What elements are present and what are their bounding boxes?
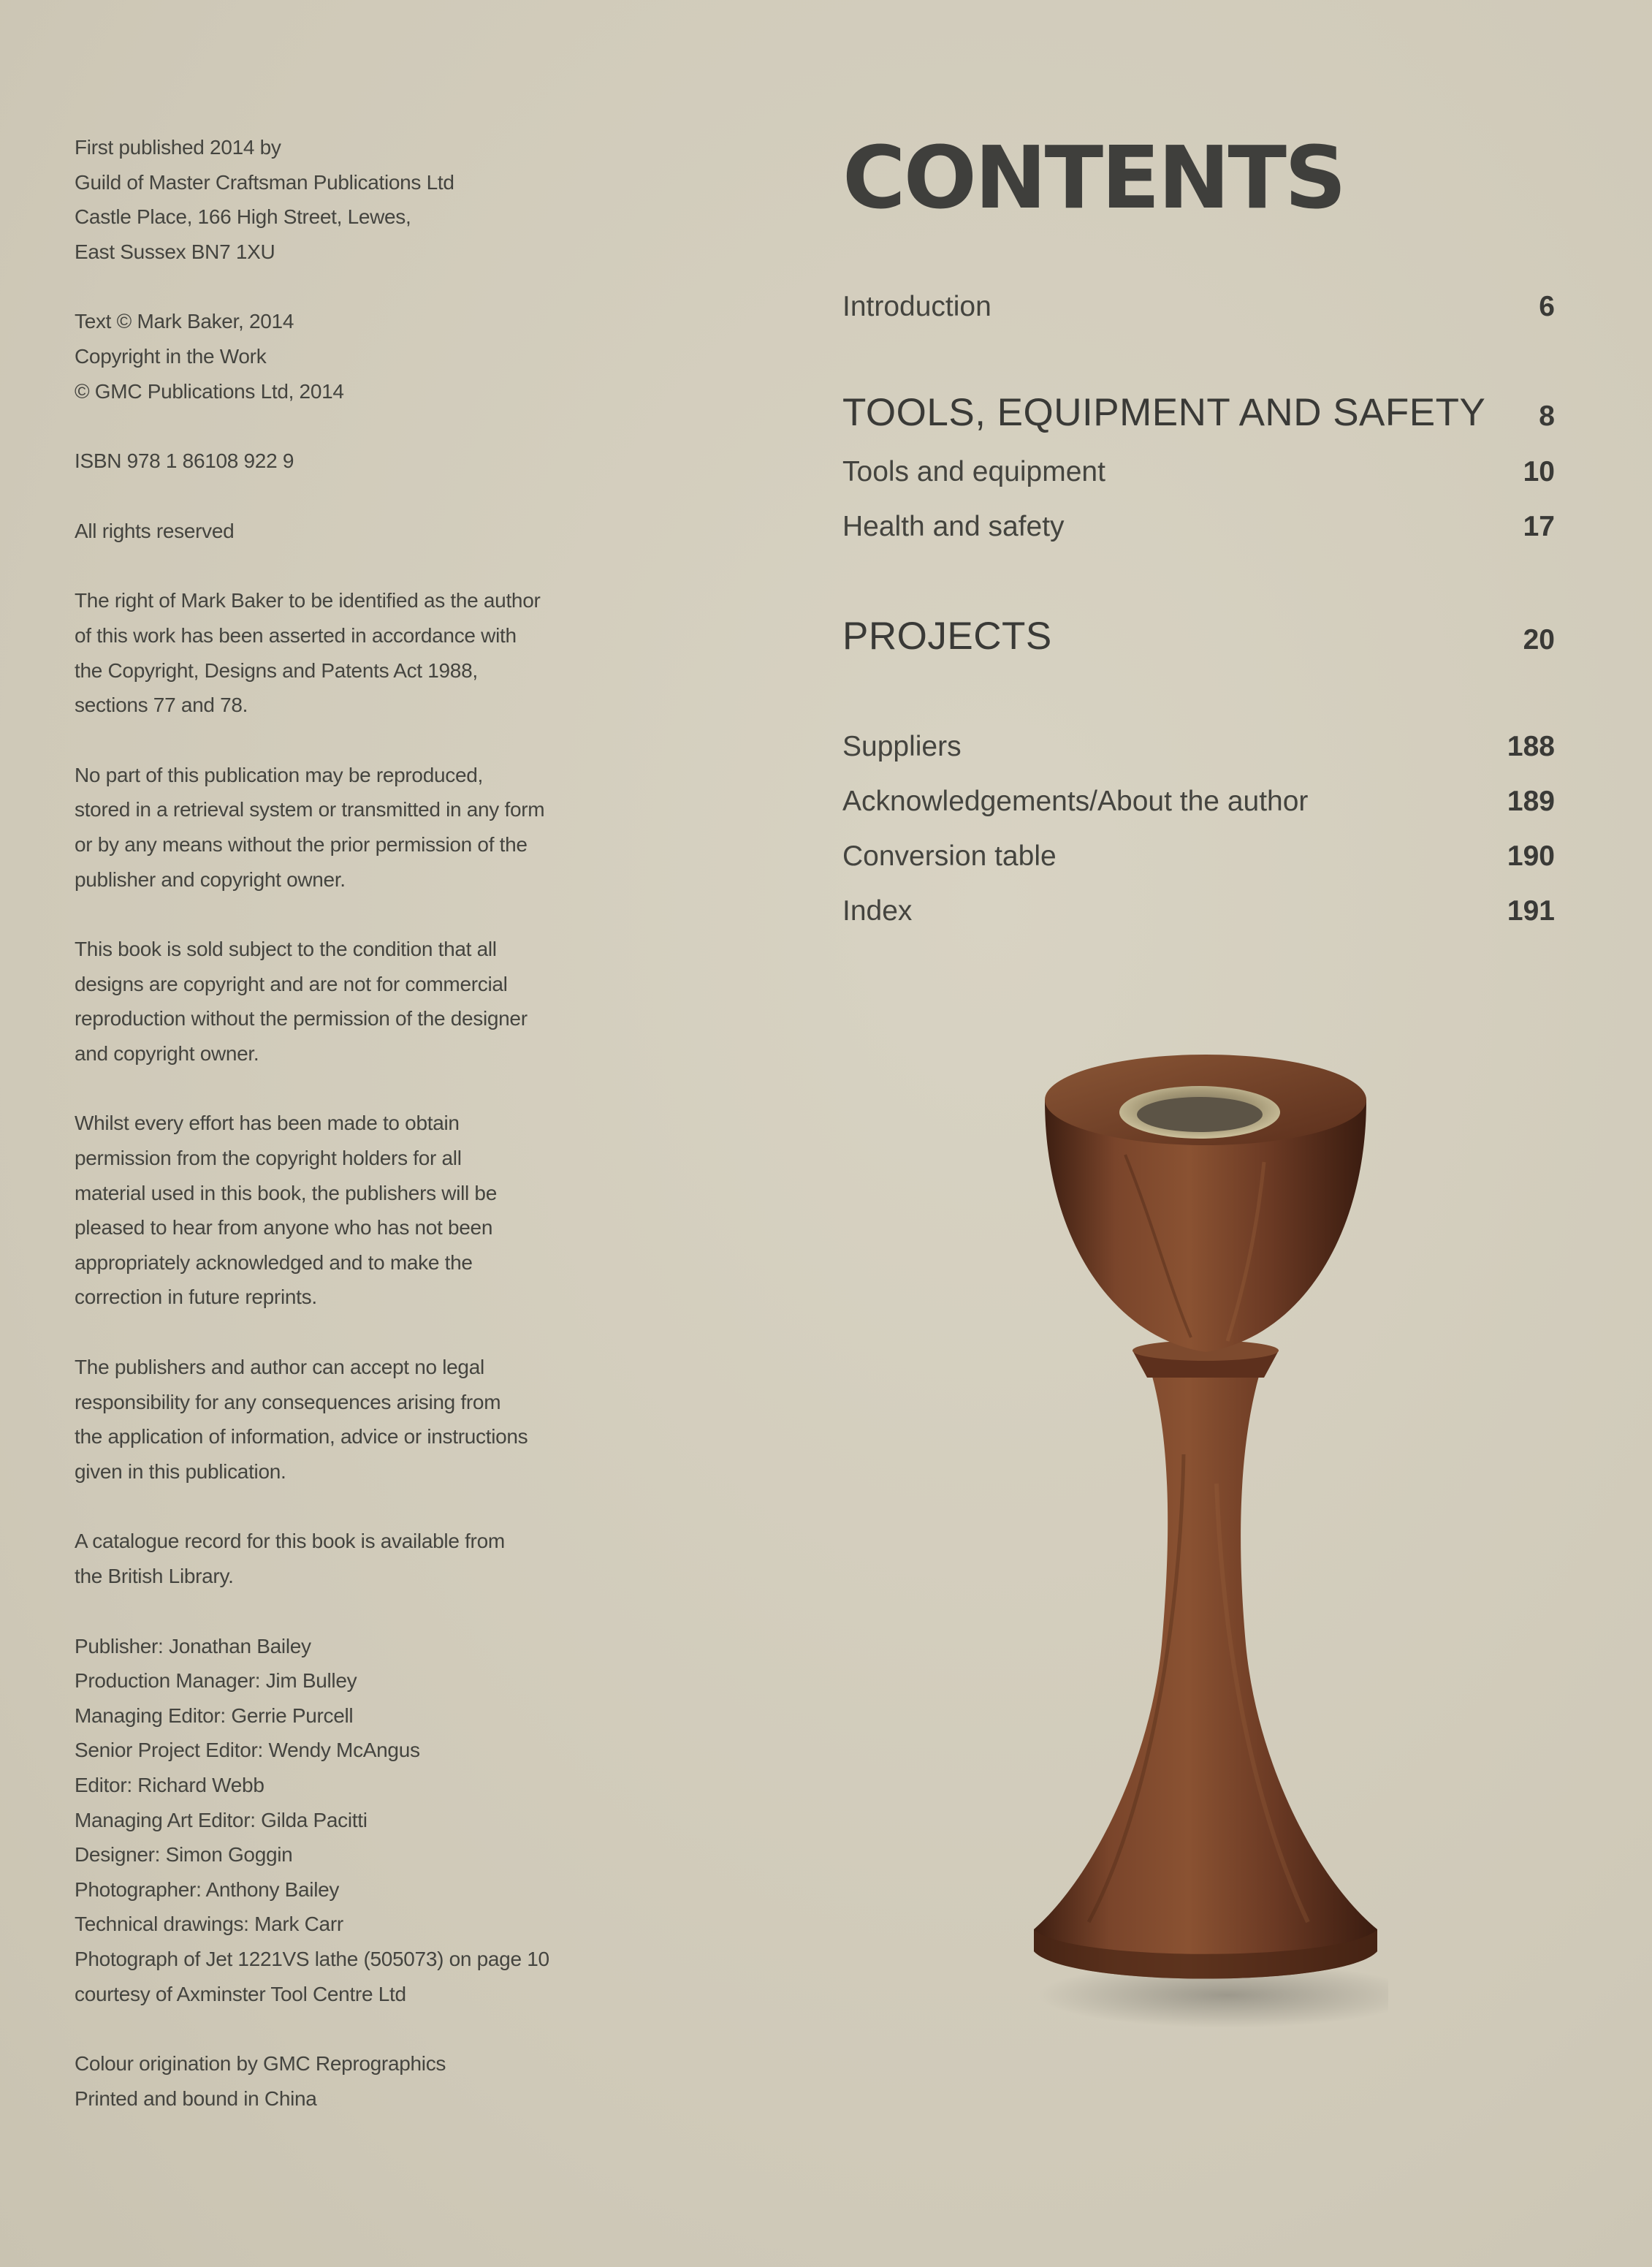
toc-section-label: TOOLS, EQUIPMENT AND SAFETY: [842, 391, 1486, 434]
imprint-line: The publishers and author can accept no legal: [75, 1356, 484, 1379]
toc-entry[interactable]: [842, 786, 1555, 829]
imprint-block: [75, 932, 601, 1071]
toc-entry-label: Health and safety: [842, 511, 1065, 542]
toc-entry[interactable]: [842, 840, 1555, 884]
toc-entry-label: Acknowledgements/About the author: [842, 786, 1309, 817]
toc-entry-page: 17: [1523, 511, 1555, 542]
imprint-line: Colour origination by GMC Reprographics: [75, 2052, 446, 2076]
toc-entry[interactable]: [842, 511, 1555, 555]
toc-entry-label: Conversion table: [842, 840, 1057, 872]
imprint-line: appropriately acknowledged and to make the: [75, 1250, 473, 1274]
imprint-line: Photograph of Jet 1221VS lathe (505073) on page 10: [75, 1947, 549, 1970]
imprint-line: Editor: Richard Webb: [75, 1773, 264, 1796]
toc-entry[interactable]: [842, 291, 1555, 335]
toc-section-page: 20: [1523, 624, 1555, 656]
contents-title: CONTENTS: [842, 127, 1344, 228]
imprint-block: [75, 304, 601, 409]
imprint-line: Designer: Simon Goggin: [75, 1843, 293, 1867]
toc-section[interactable]: [842, 390, 1555, 434]
toc-entry-page: 191: [1507, 895, 1555, 927]
imprint-block: [75, 583, 601, 722]
toc-entry-label: Tools and equipment: [842, 456, 1105, 487]
imprint-line: East Sussex BN7 1XU: [75, 240, 275, 263]
imprint-line: No part of this publication may be reproduced,: [75, 763, 483, 786]
imprint-line: material used in this book, the publishers will be: [75, 1181, 497, 1204]
imprint-line: The right of Mark Baker to be identified as the author: [75, 589, 541, 612]
imprint-block: [75, 1629, 601, 2012]
imprint-line: or by any means without the prior permission of the: [75, 832, 528, 856]
imprint-block: [75, 758, 601, 897]
imprint-line: Photographer: Anthony Bailey: [75, 1877, 340, 1901]
imprint-line: pleased to hear from anyone who has not been: [75, 1216, 493, 1239]
imprint-line: Production Manager: Jim Bulley: [75, 1669, 357, 1693]
imprint-line: responsibility for any consequences arising from: [75, 1390, 501, 1413]
imprint-column: [75, 130, 601, 2151]
imprint-line: Managing Art Editor: Gilda Pacitti: [75, 1808, 368, 1831]
imprint-line: reproduction without the permission of the designer: [75, 1007, 528, 1030]
toc-section-page: 8: [1539, 400, 1555, 432]
imprint-line: ISBN 978 1 86108 922 9: [75, 449, 294, 473]
imprint-line: Technical drawings: Mark Carr: [75, 1913, 343, 1936]
imprint-block: [75, 1106, 601, 1315]
toc-entry-page: 6: [1539, 291, 1555, 322]
imprint-line: given in this publication.: [75, 1459, 286, 1483]
toc-section-label: PROJECTS: [842, 615, 1052, 658]
imprint-line: Whilst every effort has been made to obtain: [75, 1112, 460, 1135]
toc-entry[interactable]: [842, 456, 1555, 500]
imprint-line: Managing Editor: Gerrie Purcell: [75, 1704, 354, 1727]
toc-entry[interactable]: [842, 895, 1555, 939]
imprint-line: the British Library.: [75, 1565, 234, 1587]
imprint-line: Guild of Master Craftsman Publications Ltd: [75, 170, 454, 194]
imprint-line: courtesy of Axminster Tool Centre Ltd: [75, 1982, 406, 2005]
toc-section[interactable]: [842, 614, 1555, 658]
toc-entry[interactable]: [842, 731, 1555, 775]
imprint-block: [75, 1524, 601, 1593]
imprint-line: and copyright owner.: [75, 1041, 259, 1065]
imprint-line: Castle Place, 166 High Street, Lewes,: [75, 205, 411, 229]
imprint-line: the Copyright, Designs and Patents Act 1988,: [75, 658, 478, 682]
candle-insert-inner: [1137, 1097, 1263, 1132]
imprint-line: First published 2014 by: [75, 136, 281, 159]
imprint-line: the application of information, advice or instructions: [75, 1425, 528, 1448]
imprint-block: [75, 130, 601, 269]
imprint-line: A catalogue record for this book is available from: [75, 1530, 505, 1553]
imprint-line: All rights reserved: [75, 519, 235, 542]
imprint-line: publisher and copyright owner.: [75, 867, 346, 891]
imprint-line: Copyright in the Work: [75, 344, 267, 368]
toc-entry-page: 188: [1507, 731, 1555, 762]
toc-entry-label: Index: [842, 895, 913, 927]
imprint-block: [75, 514, 601, 549]
imprint-line: of this work has been asserted in accordance with: [75, 623, 517, 647]
toc-entry-page: 10: [1523, 456, 1555, 487]
candlestick-stem: [1034, 1359, 1377, 1979]
imprint-line: Publisher: Jonathan Bailey: [75, 1634, 311, 1657]
imprint-line: This book is sold subject to the condition that all: [75, 938, 497, 961]
imprint-block: [75, 444, 601, 479]
imprint-line: correction in future reprints.: [75, 1286, 317, 1309]
toc-entry-page: 189: [1507, 786, 1555, 817]
toc-entry-label: Suppliers: [842, 731, 962, 762]
imprint-line: Senior Project Editor: Wendy McAngus: [75, 1739, 420, 1762]
imprint-line: permission from the copyright holders for all: [75, 1147, 462, 1170]
imprint-line: © GMC Publications Ltd, 2014: [75, 379, 344, 403]
imprint-block: [75, 2046, 601, 2116]
imprint-line: designs are copyright and are not for commercial: [75, 972, 508, 995]
imprint-line: Printed and bound in China: [75, 2086, 317, 2110]
imprint-line: sections 77 and 78.: [75, 694, 248, 717]
candlestick-photo: [1023, 1045, 1388, 2039]
toc-entry-label: Introduction: [842, 291, 991, 322]
imprint-block: [75, 1350, 601, 1489]
imprint-line: Text © Mark Baker, 2014: [75, 310, 294, 333]
toc-entry-page: 190: [1507, 840, 1555, 872]
imprint-line: stored in a retrieval system or transmitted in any form: [75, 798, 545, 821]
